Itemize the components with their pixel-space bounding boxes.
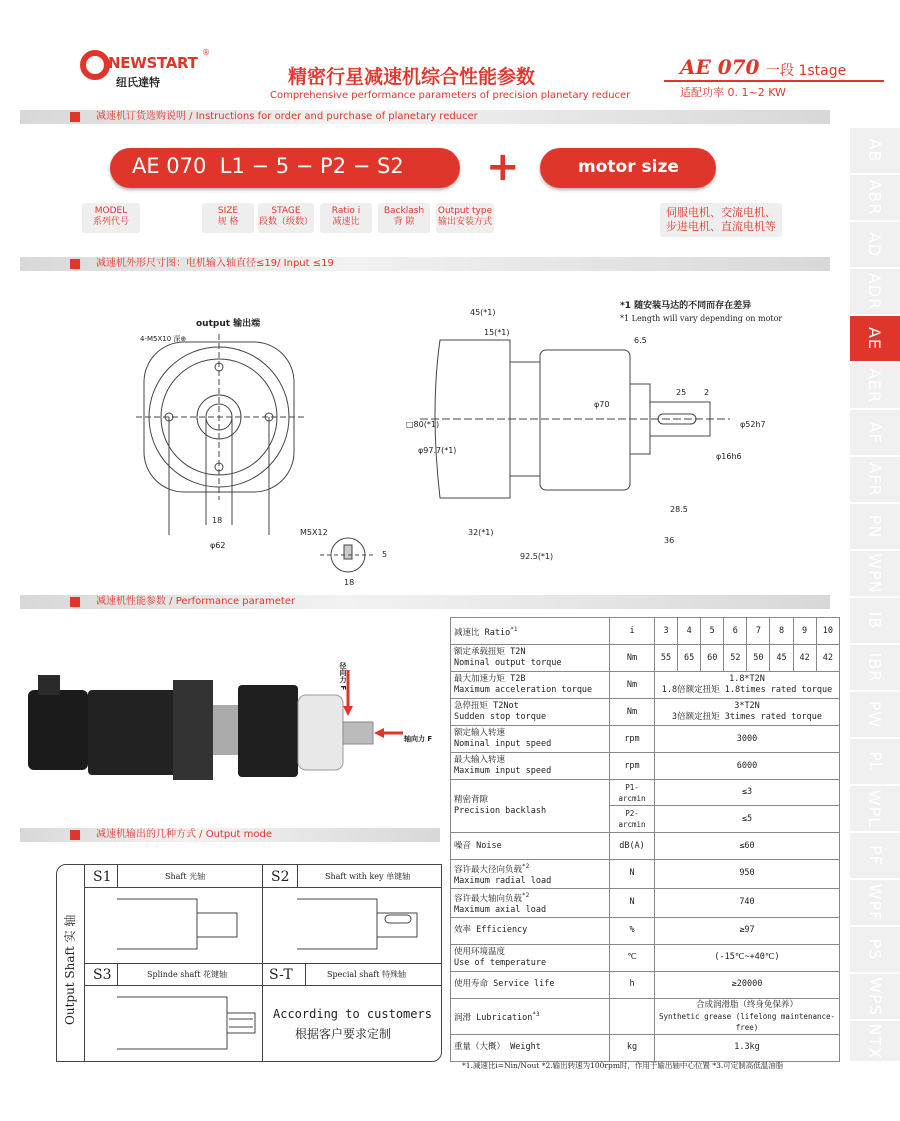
tab-ae[interactable]: AE xyxy=(850,316,900,363)
label-size: SIZE 规 格 xyxy=(202,203,254,233)
page-subtitle: Comprehensive performance parameters of precision planetary reducer xyxy=(270,90,631,101)
tab-pf[interactable]: PF xyxy=(850,833,900,880)
logo-ring-icon xyxy=(80,50,110,80)
brand-name: NEWSTART xyxy=(108,54,198,72)
mode-s3-desc: Splinde shaft 花键轴 xyxy=(147,970,228,979)
dim-l285: 28.5 xyxy=(670,505,688,514)
dim-l32: 32(*1) xyxy=(468,528,494,537)
tab-aer[interactable]: AER xyxy=(850,363,900,410)
brand-logo xyxy=(80,48,210,89)
table-row: 急停扭矩 T2Not Sudden stop torque Nm 3*T2N 3倍额定扭矩 3times rated torque xyxy=(451,699,840,726)
motor-types: 伺服电机、交流电机、 步进电机、直流电机等 xyxy=(660,203,782,237)
tab-wpl[interactable]: WPL xyxy=(850,786,900,833)
bullet-icon xyxy=(70,259,80,269)
mode-st: S-T xyxy=(269,967,293,983)
tab-abr[interactable]: ABR xyxy=(850,175,900,222)
dim-bolt: 4-M5X10 深⊕ xyxy=(140,335,187,343)
side-view-drawing xyxy=(400,310,800,570)
output-side-label: Output Shaft 实 轴 xyxy=(63,914,77,1025)
page-title: 精密行星减速机综合性能参数 xyxy=(288,66,536,88)
tab-ib[interactable]: IB xyxy=(850,598,900,645)
front-view-drawing xyxy=(120,320,320,570)
section-perf-bar xyxy=(20,595,830,609)
tab-pn[interactable]: PN xyxy=(850,504,900,551)
dim-d5: 5 xyxy=(382,550,388,559)
label-stage: STAGE 段数（级数） xyxy=(258,203,314,233)
dim-d18b: 18 xyxy=(344,578,355,587)
table-row: 重量（大概） Weight kg 1.3kg xyxy=(451,1034,840,1061)
drawing-note-cn: *1 随安装马达的不同而存在差异 xyxy=(620,301,752,311)
shaft-s1-icon xyxy=(117,891,257,959)
performance-table xyxy=(450,617,840,1062)
tab-pw[interactable]: PW xyxy=(850,692,900,739)
table-row: 容许最大轴向负载$^{*2}$ Maximum axial load N 740 xyxy=(451,888,840,917)
axial-force-label: 轴向力 F xyxy=(404,735,433,743)
table-row: 最大输入转速 Maximum input speed rpm 6000 xyxy=(451,753,840,780)
motor-size-pill xyxy=(540,148,716,188)
section-output-bar xyxy=(20,828,440,842)
label-output-type: Output type 输出安装方式 xyxy=(436,203,494,233)
label-ratio: Ratio i 减速比 xyxy=(320,203,372,233)
tab-wpf[interactable]: WPF xyxy=(850,880,900,927)
dim-d16: φ16h6 xyxy=(716,452,742,461)
plus-icon: + xyxy=(486,144,520,190)
stage-label: 一段 1stage xyxy=(766,63,847,79)
label-backlash: Backlash 背 隙 xyxy=(378,203,430,233)
table-row: 润滑 Lubrication$^{*3}$ 合成润滑脂（终身免保养） Synthetic grease (lifelong maintenance-free) xyxy=(451,998,840,1034)
table-row: 容许最大径向负载$^{*2}$ Maximum radial load N 950 xyxy=(451,860,840,889)
section-dims-bar xyxy=(20,257,830,271)
dim-l65: 6.5 xyxy=(634,336,647,345)
tab-ps[interactable]: PS xyxy=(850,927,900,974)
table-row: P2-arcmin ≤5 xyxy=(451,806,840,833)
table-row: 减速比 Ratio$^{*1}$ i 3 4 5 6 7 8 9 10 xyxy=(451,618,840,645)
dim-l25: 25 xyxy=(676,388,687,397)
tab-ad[interactable]: AD xyxy=(850,222,900,269)
tab-ab[interactable]: AB xyxy=(850,128,900,175)
bullet-icon xyxy=(70,597,80,607)
section-order-bar xyxy=(20,110,830,124)
custom-en: According to customers xyxy=(273,1007,432,1021)
table-row: 最大加速力矩 T2B Maximum acceleration torque Nm 1.8*T2N 1.8倍额定扭矩 1.8times rated torque xyxy=(451,672,840,699)
bullet-icon xyxy=(70,830,80,840)
tab-adr[interactable]: ADR xyxy=(850,269,900,316)
section-order-title: 减速机订货选购说明 / Instructions for order and purchase of planetary reducer xyxy=(96,111,478,122)
tab-af[interactable]: AF xyxy=(850,410,900,457)
table-row: 使用寿命 Service life h ≥20000 xyxy=(451,971,840,998)
table-row: 精密背隙 Precision backlash P1-arcmin ≤3 xyxy=(451,780,840,806)
mode-s2: S2 xyxy=(271,869,290,885)
bullet-icon xyxy=(70,112,80,122)
output-mode-panel xyxy=(56,864,442,1062)
tab-ntx[interactable]: NTX xyxy=(850,1021,900,1063)
section-perf-title: 减速机性能参数 / Performance parameter xyxy=(96,596,296,607)
model-name: AE 070 xyxy=(680,55,760,79)
table-row: 额定承载扭矩 T2N Nominal output torque Nm 55 65 60 52 50 45 42 42 xyxy=(451,645,840,672)
output-label: output 输出端 xyxy=(196,319,261,329)
power-range: 适配功率 0. 1~2 KW xyxy=(680,86,786,99)
section-dims-title: 减速机外形尺寸图：电机输入轴直径≤19/ Input ≤19 xyxy=(96,258,334,269)
table-row: 额定输入转速 Nominal input speed rpm 3000 xyxy=(451,726,840,753)
dim-m5: M5X12 xyxy=(300,528,328,537)
dim-l45: 45(*1) xyxy=(470,308,496,317)
mode-s2-desc: Shaft with key 单键轴 xyxy=(325,872,411,881)
dim-d70: φ70 xyxy=(594,400,610,409)
model-underline xyxy=(664,80,884,82)
table-row: 使用环境温度 Use of temperature ℃ (-15℃~+40℃) xyxy=(451,944,840,971)
label-model: MODEL 系列代号 xyxy=(82,203,140,233)
dim-l925: 92.5(*1) xyxy=(520,552,554,561)
mode-s3: S3 xyxy=(93,967,112,983)
dim-l15: 15(*1) xyxy=(484,328,510,337)
order-code-pill xyxy=(110,148,460,188)
dim-d80: □80(*1) xyxy=(406,420,440,429)
dim-d97: φ97.7(*1) xyxy=(418,446,457,455)
tab-ibr[interactable]: IBR xyxy=(850,645,900,692)
table-row: 噪音 Noise dB(A) ≤60 xyxy=(451,833,840,860)
mode-s1-desc: Shaft 光轴 xyxy=(165,872,206,881)
shaft-s3-icon xyxy=(117,989,257,1059)
order-code: AE 070 L1 − 5 − P2 − S2 xyxy=(132,154,404,178)
dim-d62: φ62 xyxy=(210,541,226,550)
shaft-s2-icon xyxy=(297,891,437,959)
custom-cn: 根据客户要求定制 xyxy=(295,1027,392,1041)
drawing-note-en: *1 Length will vary depending on motor xyxy=(620,314,783,323)
tab-afr[interactable]: AFR xyxy=(850,457,900,504)
reducer-product-image xyxy=(18,660,438,810)
motor-size-label: motor size xyxy=(578,157,679,177)
brand-cn: 纽氏達特 xyxy=(116,76,160,89)
mode-st-desc: Special shaft 特殊轴 xyxy=(327,970,406,979)
dim-d52: φ52h7 xyxy=(740,420,766,429)
tab-pl[interactable]: PL xyxy=(850,739,900,786)
dim-l2: 2 xyxy=(704,388,710,397)
dim-d18: 18 xyxy=(212,516,223,525)
table-footnote: *1.减速比i=Nin/Nout *2.输出转速为100rpm时，作用于输出轴中心位置 *3.可定制高低温油脂 xyxy=(462,1061,784,1070)
series-tabs xyxy=(850,128,900,1063)
tab-wps[interactable]: WPS xyxy=(850,974,900,1021)
brand-reg: ® xyxy=(202,48,210,57)
dim-l36: 36 xyxy=(664,536,675,545)
table-row: 效率 Efficiency % ≥97 xyxy=(451,917,840,944)
mode-s1: S1 xyxy=(93,869,112,885)
radial-force-label: 径向力 F xyxy=(339,662,347,691)
tab-wpn[interactable]: WPN xyxy=(850,551,900,598)
section-output-title: 减速机输出的几种方式 / Output mode xyxy=(96,829,273,840)
